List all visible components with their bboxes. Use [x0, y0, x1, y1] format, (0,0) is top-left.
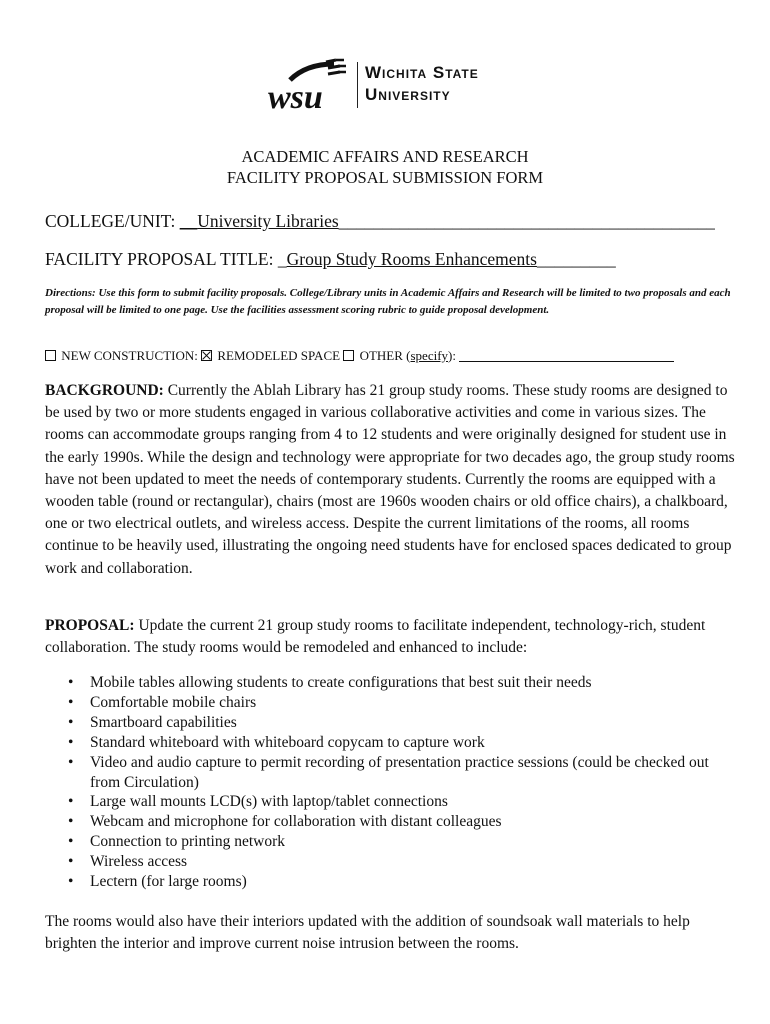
logo-line-2: University — [365, 85, 451, 104]
college-unit-prefix: __ — [179, 211, 198, 231]
form-title-line-1: ACADEMIC AFFAIRS AND RESEARCH — [241, 147, 529, 166]
new-construction-label: NEW CONSTRUCTION: — [61, 348, 198, 363]
list-item: • Standard whiteboard with whiteboard copycam to capture work — [45, 733, 735, 753]
proposal-title-label: FACILITY PROPOSAL TITLE: — [45, 249, 278, 269]
wsu-logo-mark-icon — [268, 58, 354, 112]
proposal-title-suffix: _________ — [536, 249, 616, 269]
list-item: • Video and audio capture to permit recording of presentation practice sessions (could be checked out from Circulation) — [45, 753, 735, 793]
proposal-title-value: Group Study Rooms Enhancements — [286, 249, 537, 269]
list-item: • Smartboard capabilities — [45, 713, 735, 733]
directions-text: Directions: Use this form to submit facility proposals. College/Library units in Academic Affairs and Research will be limited to two proposals and each proposal will be limited to one page. Use the facilities assessment scoring rubric to guide proposal development. — [45, 287, 731, 316]
other-label-close: ): — [448, 348, 456, 363]
background-paragraph — [45, 380, 735, 580]
proposal-text: Update the current 21 group study rooms to facilitate independent, technology-rich, student collaboration. The study rooms would be remodeled and enhanced to include: — [45, 617, 706, 657]
other-label: OTHER ( — [359, 348, 411, 363]
enhancements-list — [45, 673, 735, 892]
form-title-line-2: FACILITY PROPOSAL SUBMISSION FORM — [226, 168, 544, 187]
other-checkbox[interactable] — [343, 350, 354, 361]
svg-text:wsu: wsu — [268, 79, 323, 112]
list-item: • Webcam and microphone for collaboration with distant colleagues — [45, 812, 735, 832]
proposal-paragraph — [45, 615, 735, 659]
list-item: • Wireless access — [45, 852, 735, 872]
proposal-title-prefix: _ — [277, 249, 287, 269]
list-item: • Mobile tables allowing students to create configurations that best suit their needs — [45, 673, 735, 693]
other-specify-blank[interactable] — [459, 361, 674, 362]
logo-divider — [357, 62, 358, 108]
space-type-options — [45, 348, 674, 364]
college-unit-value: University Libraries — [197, 211, 339, 231]
list-item: • Large wall mounts LCD(s) with laptop/tablet connections — [45, 792, 735, 812]
proposal-heading: PROPOSAL: — [45, 617, 135, 634]
closing-paragraph: The rooms would also have their interiors updated with the addition of soundsoak wall materials to help brighten the interior and improve current noise intrusion between the rooms. — [45, 913, 690, 953]
list-item: • Connection to printing network — [45, 832, 735, 852]
list-item: • Lectern (for large rooms) — [45, 872, 735, 892]
university-logo — [268, 58, 508, 114]
new-construction-checkbox[interactable] — [45, 350, 56, 361]
logo-line-1: Wichita State — [365, 63, 479, 82]
remodeled-space-checkbox[interactable] — [201, 350, 212, 361]
other-specify-label: specify — [410, 348, 449, 363]
background-heading: BACKGROUND: — [45, 382, 164, 399]
college-unit-field — [45, 211, 715, 232]
college-unit-suffix: ___________________________________________ — [338, 211, 715, 231]
list-item: • Comfortable mobile chairs — [45, 693, 735, 713]
form-title — [0, 146, 770, 188]
college-unit-label: COLLEGE/UNIT: — [45, 211, 180, 231]
background-text: Currently the Ablah Library has 21 group study rooms. These study rooms are designed to be used by two or more students engaged in various collaborative activities and come in various sizes. The rooms can accommodate groups ranging from 4 to 12 students and were originally designed for student use in the early 1990s. While the design and technology were appropriate for two decades ago, the group study rooms have not been updated to meet the needs of contemporary students. Currently the rooms are equipped with a wooden table (round or rectangular), chairs (most are 1960s wooden chairs or old office chairs), a chalkboard, one or two electrical outlets, and wireless access. Despite the current limitations of the rooms, all rooms continue to be heavily used, illustrating the ongoing need students have for enclosed spaces dedicated to group work and collaboration. — [45, 382, 735, 577]
logo-wordmark — [365, 62, 479, 106]
proposal-title-field — [45, 249, 616, 270]
remodeled-space-label: REMODELED SPACE — [217, 348, 341, 363]
